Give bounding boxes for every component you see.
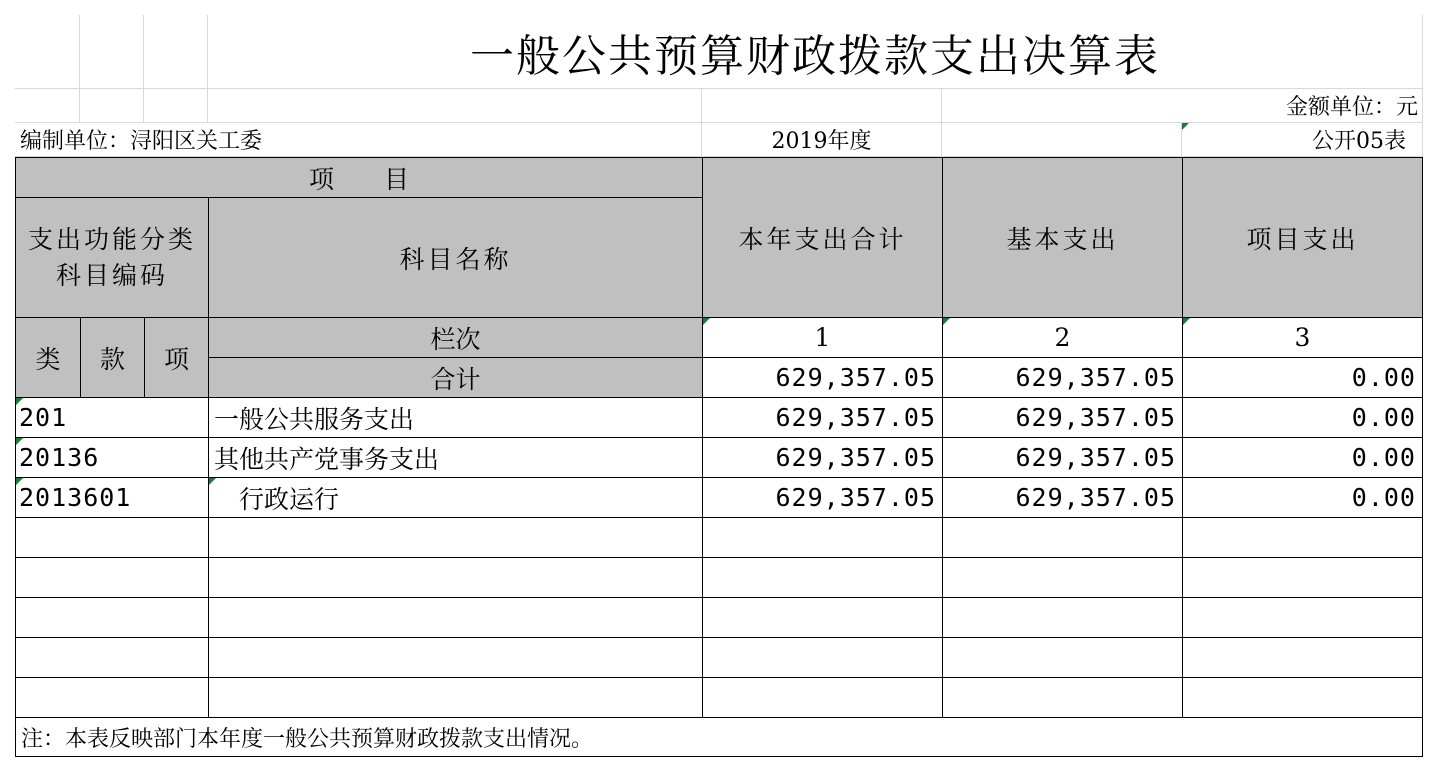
empty-cell[interactable] [209, 518, 703, 558]
row-name: 一般公共服务支出 [214, 404, 415, 434]
empty-cell[interactable] [943, 518, 1183, 558]
grid-cell[interactable] [702, 89, 942, 123]
grid-cell[interactable] [942, 123, 1182, 157]
table-row-name[interactable] [209, 398, 703, 438]
empty-cell[interactable] [16, 638, 209, 678]
table-no-cell[interactable] [1182, 123, 1423, 157]
empty-cell[interactable] [943, 678, 1183, 718]
empty-cell[interactable] [16, 558, 209, 598]
grid-cell[interactable] [144, 15, 208, 89]
sum-label: 合计 [430, 364, 481, 394]
empty-cell[interactable] [703, 558, 943, 598]
header-project-label: 项 目 [308, 164, 409, 194]
header-project-col[interactable] [1183, 158, 1423, 318]
sum-label-cell[interactable] [209, 358, 703, 398]
header-subject-name-label: 科目名称 [399, 244, 512, 274]
empty-cell[interactable] [209, 558, 703, 598]
header-kuan-label: 款 [99, 344, 125, 374]
header-project[interactable] [16, 158, 703, 198]
column-number-3-label: 3 [1294, 323, 1311, 352]
header-basic-label: 基本支出 [1006, 224, 1119, 254]
grid-cell[interactable] [144, 89, 208, 123]
table-row-project[interactable] [1183, 478, 1423, 518]
table-row-total[interactable] [703, 398, 943, 438]
row-basic: 629,357.05 [1015, 443, 1176, 472]
row-code: 20136 [19, 443, 100, 472]
grid-cell[interactable] [15, 89, 80, 123]
header-total-label: 本年支出合计 [738, 224, 907, 254]
table-row-basic[interactable] [943, 478, 1183, 518]
row-basic: 629,357.05 [1015, 483, 1176, 512]
empty-cell[interactable] [943, 558, 1183, 598]
org-label: 编制单位：浔阳区关工委 [20, 129, 263, 154]
empty-cell[interactable] [16, 678, 209, 718]
row-total: 629,357.05 [775, 483, 936, 512]
header-xiang[interactable] [145, 318, 209, 398]
budget-sheet [15, 15, 1423, 757]
empty-cell[interactable] [943, 638, 1183, 678]
column-number-3[interactable] [1183, 318, 1423, 358]
empty-cell[interactable] [943, 598, 1183, 638]
column-number-1-label: 1 [814, 323, 831, 352]
sum-basic-value: 629,357.05 [1015, 363, 1176, 392]
empty-cell[interactable] [16, 598, 209, 638]
empty-cell[interactable] [16, 518, 209, 558]
header-code-group-label: 支出功能分类科目编码 [27, 224, 196, 290]
empty-cell[interactable] [703, 598, 943, 638]
row-name: 其他共产党事务支出 [214, 444, 440, 474]
header-code-group[interactable] [16, 198, 209, 318]
table-row-code[interactable] [16, 438, 209, 478]
empty-cell[interactable] [209, 678, 703, 718]
column-number-2[interactable] [943, 318, 1183, 358]
empty-cell[interactable] [1183, 558, 1423, 598]
empty-cell[interactable] [1183, 598, 1423, 638]
row-project: 0.00 [1351, 403, 1416, 432]
grid-cell[interactable] [80, 15, 144, 89]
amount-unit-label: 金额单位：元 [1285, 95, 1418, 120]
table-row-total[interactable] [703, 478, 943, 518]
header-lei[interactable] [16, 318, 81, 398]
empty-cell[interactable] [703, 678, 943, 718]
row-total: 629,357.05 [775, 403, 936, 432]
note-cell[interactable] [16, 718, 1423, 757]
empty-cell[interactable] [1183, 638, 1423, 678]
column-number-1[interactable] [703, 318, 943, 358]
sum-project-cell[interactable] [1183, 358, 1423, 398]
header-subject-name[interactable] [209, 198, 703, 318]
empty-cell[interactable] [1183, 678, 1423, 718]
grid-cell[interactable] [80, 89, 144, 123]
empty-cell[interactable] [209, 638, 703, 678]
table-number: 公开05表 [1312, 129, 1406, 154]
table-row-project[interactable] [1183, 438, 1423, 478]
header-total-col[interactable] [703, 158, 943, 318]
row-code: 201 [19, 403, 68, 432]
row-code: 2013601 [19, 483, 132, 512]
table-row-basic[interactable] [943, 398, 1183, 438]
title-cell[interactable] [208, 15, 1423, 89]
header-kuan[interactable] [81, 318, 145, 398]
table-row-total[interactable] [703, 438, 943, 478]
header-basic-col[interactable] [943, 158, 1183, 318]
row-name: 行政运行 [214, 484, 340, 514]
fiscal-year: 2019年度 [771, 129, 872, 154]
column-number-2-label: 2 [1054, 323, 1071, 352]
header-lei-label: 类 [35, 344, 61, 374]
unit-cell[interactable] [942, 89, 1423, 123]
header-column-no[interactable] [209, 318, 703, 358]
row-basic: 629,357.05 [1015, 403, 1176, 432]
row-total: 629,357.05 [775, 443, 936, 472]
table-row-project[interactable] [1183, 398, 1423, 438]
sum-total-cell[interactable] [703, 358, 943, 398]
row-project: 0.00 [1351, 443, 1416, 472]
row-project: 0.00 [1351, 483, 1416, 512]
page-title: 一般公共预算财政拨款支出决算表 [470, 30, 1160, 82]
sum-project-value: 0.00 [1351, 363, 1416, 392]
table-note: 注：本表反映部门本年度一般公共预算财政拨款支出情况。 [21, 726, 594, 752]
table-row-name[interactable] [209, 438, 703, 478]
table-row-code[interactable] [16, 398, 209, 438]
expenditure-table [15, 157, 1423, 757]
empty-cell[interactable] [703, 518, 943, 558]
sum-total-value: 629,357.05 [775, 363, 936, 392]
header-xiang-label: 项 [163, 344, 189, 374]
year-cell[interactable] [702, 123, 942, 157]
table-row-basic[interactable] [943, 438, 1183, 478]
grid-cell[interactable] [15, 15, 80, 89]
empty-cell[interactable] [1183, 518, 1423, 558]
grid-cell[interactable] [208, 89, 702, 123]
table-row-code[interactable] [16, 478, 209, 518]
empty-cell[interactable] [703, 638, 943, 678]
header-column-no-label: 栏次 [430, 324, 481, 354]
header-project-col-label: 项目支出 [1246, 224, 1359, 254]
org-cell[interactable] [15, 123, 702, 157]
table-row-name[interactable] [209, 478, 703, 518]
empty-cell[interactable] [209, 598, 703, 638]
sum-basic-cell[interactable] [943, 358, 1183, 398]
